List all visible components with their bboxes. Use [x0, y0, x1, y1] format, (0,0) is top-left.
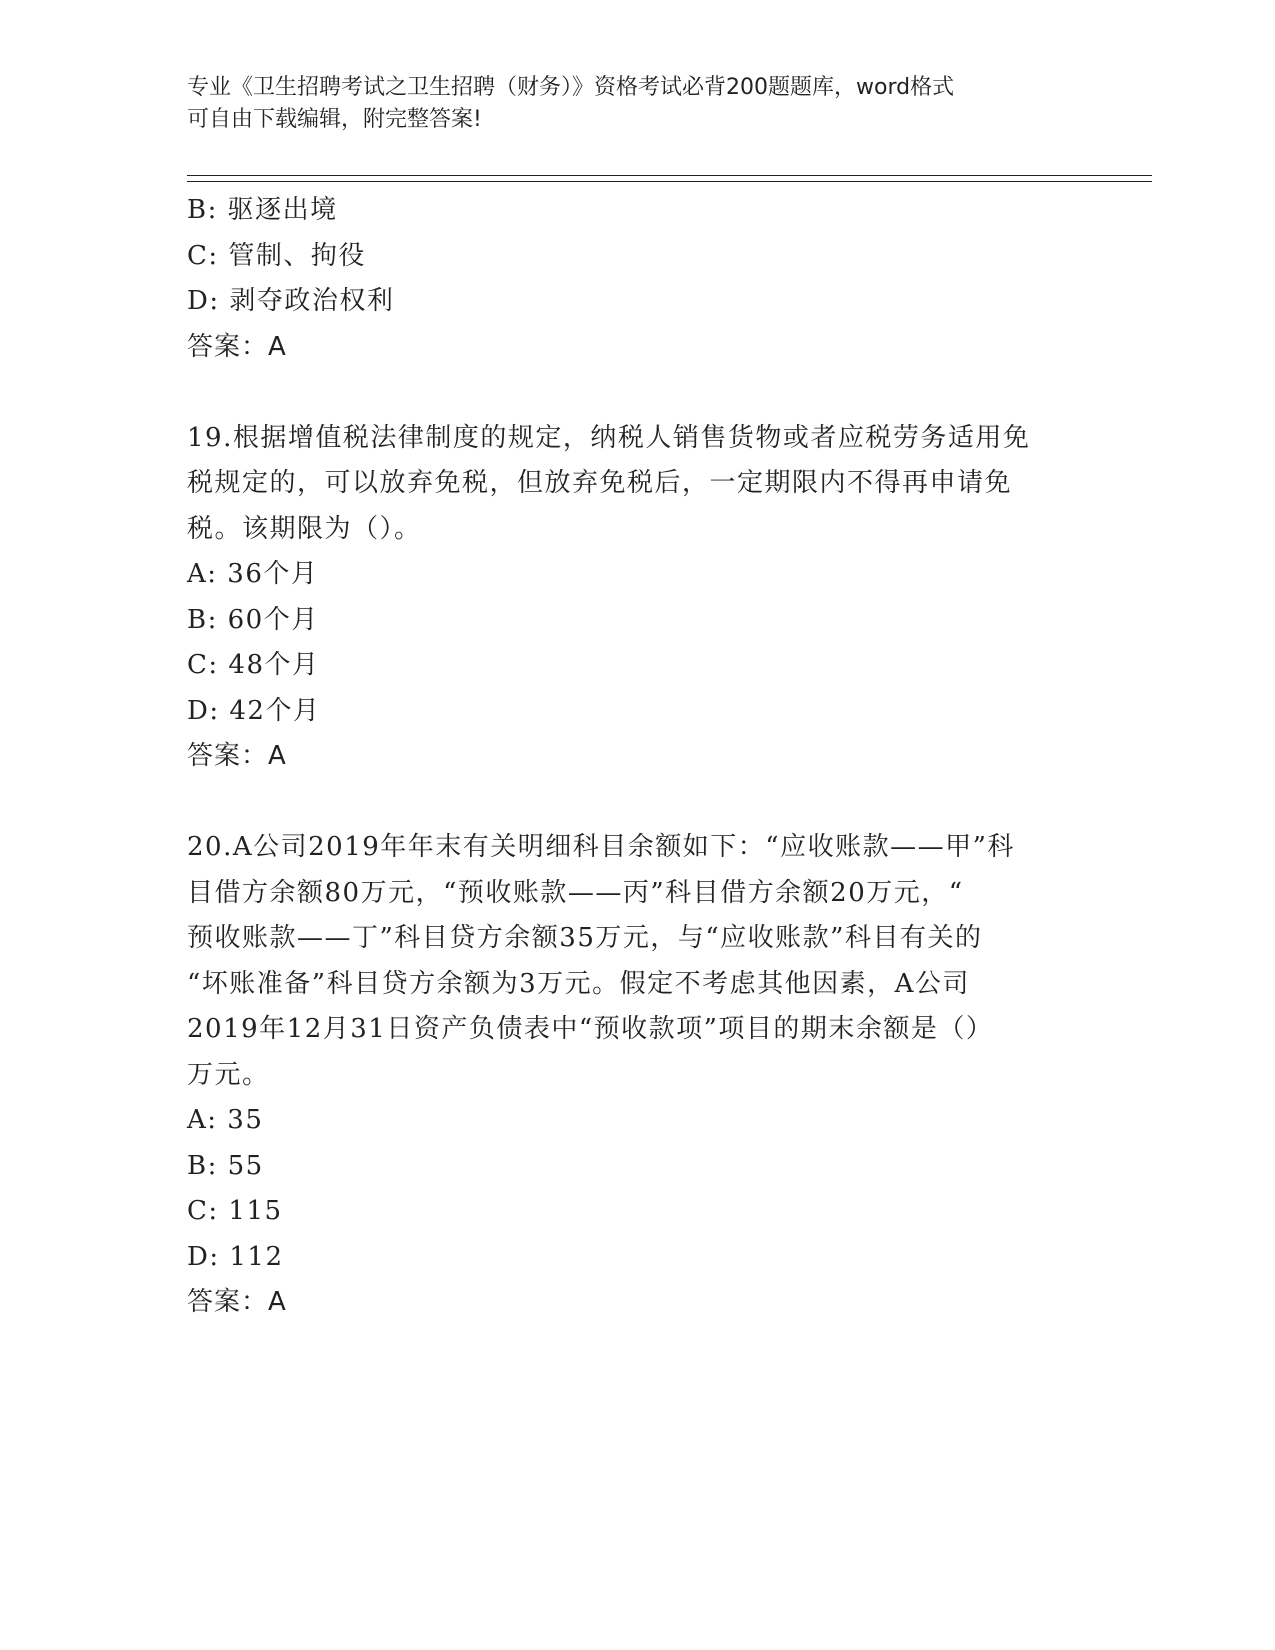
previous-question-tail [187, 188, 1067, 370]
answer-line: 答案：A [187, 741, 287, 771]
option-a: A: 36个月 [187, 559, 319, 589]
question-20 [187, 825, 1067, 1326]
question-text-line: 税。该期限为（）。 [187, 513, 422, 544]
header-divider-bottom [187, 181, 1152, 182]
spacer [187, 370, 1067, 416]
option-b: B: 60个月 [187, 604, 319, 635]
option-d: D: 112 [187, 1241, 284, 1272]
question-content [187, 188, 1067, 1326]
spacer [187, 780, 1067, 826]
option-a: A: 35 [187, 1105, 264, 1135]
option-c: C: 48个月 [187, 650, 320, 680]
option-b: B: 55 [187, 1150, 264, 1181]
header-divider-top [187, 175, 1152, 176]
question-text-line: 预收账款——丁”科目贷方余额35万元，与“应收账款”科目有关的 [187, 923, 983, 953]
header-line-1: 专业《卫生招聘考试之卫生招聘（财务）》资格考试必背200题题库，word格式 [187, 75, 955, 100]
question-text-line: 20.A公司2019年年末有关明细科目余额如下：“应收账款——甲”科 [187, 832, 1015, 862]
option-b: B: 驱逐出境 [187, 195, 338, 225]
option-c: C: 115 [187, 1196, 283, 1226]
document-header [187, 72, 1067, 136]
question-text-line: 2019年12月31日资产负债表中“预收款项”项目的期末余额是（） [187, 1014, 994, 1044]
question-text-line: 目借方余额80万元，“预收账款——丙”科目借方余额20万元，“ [187, 877, 964, 908]
answer-line: 答案：A [187, 331, 287, 362]
answer-line: 答案：A [187, 1287, 287, 1317]
question-text-line: 万元。 [187, 1059, 270, 1090]
header-line-2: 可自由下载编辑，附完整答案! [187, 107, 482, 132]
question-text-line: “坏账准备”科目贷方余额为3万元。假定不考虑其他因素，A公司 [187, 968, 970, 999]
question-19 [187, 416, 1067, 780]
option-d: D: 剥夺政治权利 [187, 286, 395, 316]
option-c: C: 管制、拘役 [187, 240, 366, 271]
option-d: D: 42个月 [187, 695, 321, 726]
question-text-line: 税规定的，可以放弃免税，但放弃免税后，一定期限内不得再申请免 [187, 468, 1013, 498]
question-text-line: 19.根据增值税法律制度的规定，纳税人销售货物或者应税劳务适用免 [187, 422, 1031, 453]
